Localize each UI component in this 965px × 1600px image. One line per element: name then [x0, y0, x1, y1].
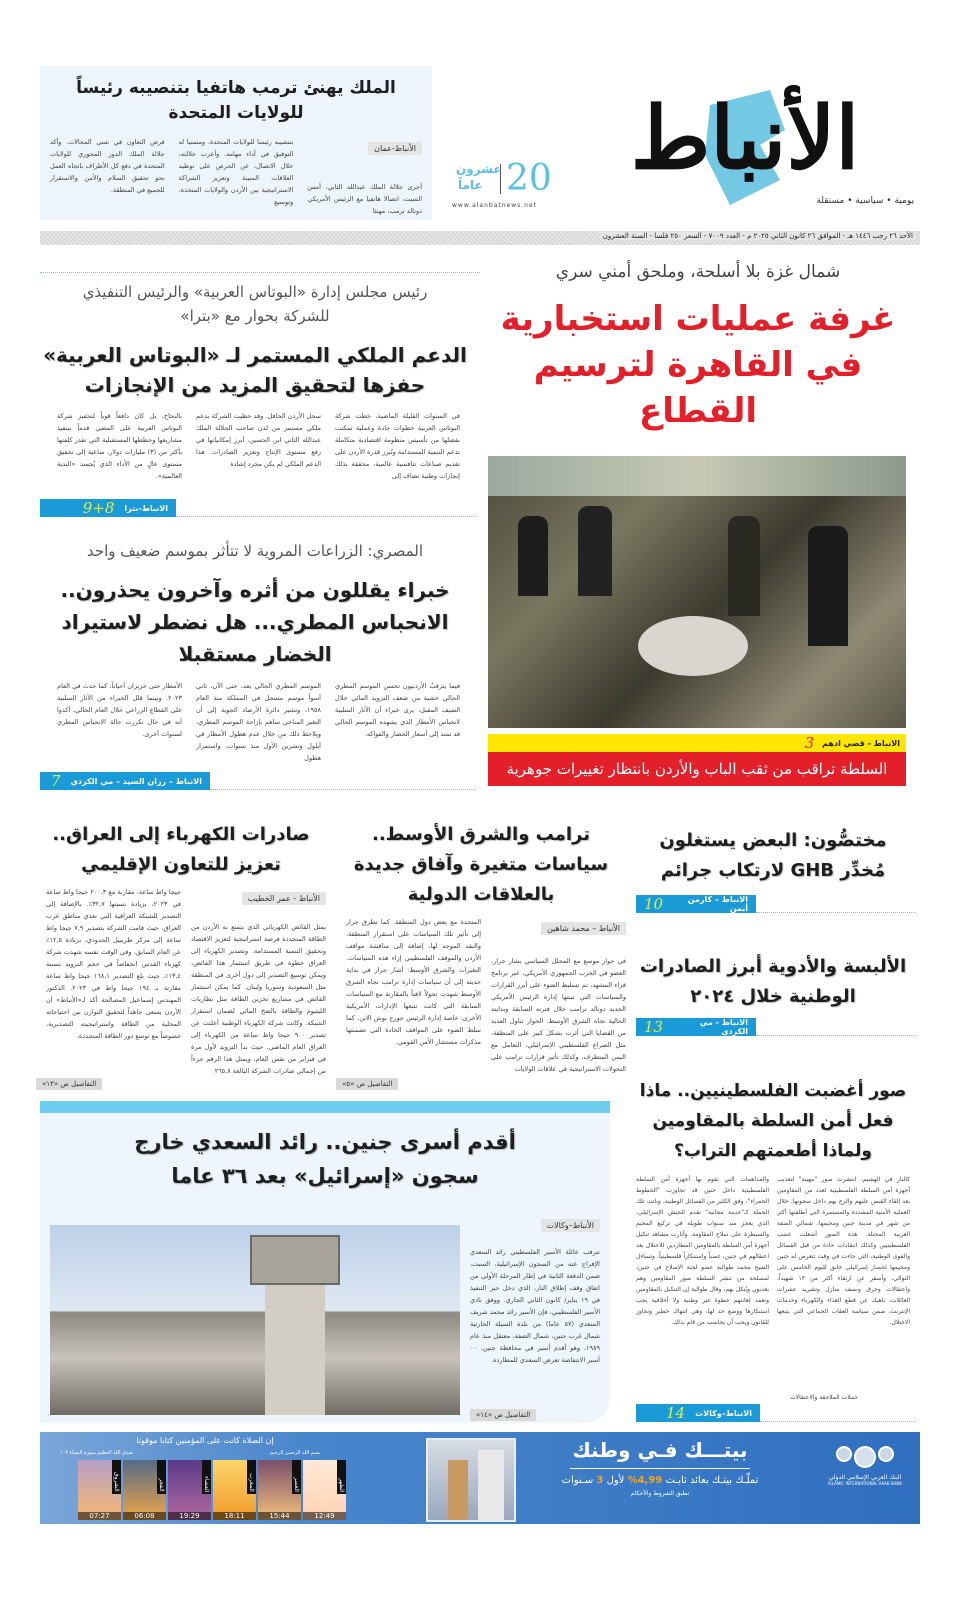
- column-2: بتنصيبه رئيسا للولايات المتحدة، ومتمنيا له التوفيق في أداء مهامه. وأعرب جلالته، خلال الاتصال، عن الحرص على توطيد العلاقات المتينة وتعزيز الشراكة الاستراتيجية بين الأردن والولايات المتحدة، وتوسيع: [178, 138, 294, 206]
- drought-headline: خبراء يقللون من أثره وآخرون يحذرون.. الانحباس المطري... هل نضطر لاستيراد الخضار مستقبلا: [60, 578, 450, 666]
- trump-tag: الأنباط – محمد شاهين: [541, 922, 626, 935]
- potash-column-1: في السنوات القليلة الماضية، خطت شركة البوتاس العربية خطوات جادة وعملية تمكنت بفضلها من تأسيس منظومة اقتصادية متكاملة تدعم التنمية المستدامة وتُبرز قدرة الأردن على تقديم صناعات تنافسية عالمية، محققة بذلك إنجازات وطنية تضاف إلى: [335, 412, 460, 480]
- trump-details-link[interactable]: التفاصيل ص «٥»: [336, 1078, 398, 1090]
- kitchen-image: [426, 1438, 516, 1522]
- side-headline-1: مختصُّون: البعض يستغلون مُخدِّر GHB لارتكاب جرائم: [659, 830, 887, 881]
- prison-photo: [50, 1225, 460, 1415]
- side-story-1[interactable]: [636, 826, 910, 886]
- prisoner-details-link[interactable]: التفاصيل ص «١٤»: [470, 1409, 536, 1421]
- bank-name: البنك العربي الإسلامي الدولي: [828, 1474, 902, 1481]
- prayer-time-1: [258, 1460, 301, 1520]
- lead-byline: الانباط - قصي ادهم: [822, 738, 900, 748]
- electricity-story[interactable]: [36, 820, 326, 1081]
- trump-column-2: المتحدة مع بعض دول المنطقة. كما تطرق جرار إلى تأثير تلك السياسات على استقرار المنطقة، والنقد الموجه لها، إضافة إلى مناقشة مواقف الأردن والموقف الفلسطيني إزاء هذه السياسات. التغيرات والشرق الأوسط: أشار جرار في بداية حديثه إلى أن سياسات إدارة ترامب تجاه الشرق الأوسط شهدت تحولاً لافتاً بالمقارنة مع السياسات السابقة التي كانت تتبعها الإدارات الأمريكية الأخرى، خاصة إدارة الرئيس جورج بوش الابن. كما سلط الضوء على المواقف الحادة التي تضمنتها مذكرات مستشار الأمن القومي.: [346, 918, 481, 1046]
- side-page-2: 13: [644, 1018, 664, 1036]
- bank-ad-headline: بيتـــك فـي وطنك: [572, 1438, 748, 1462]
- prayer-time-0: [303, 1460, 346, 1520]
- trump-headline: ترامب والشرق الأوسط.. سياسات متغيرة وآفاق جديدة بالعلاقات الدولية: [353, 824, 609, 905]
- prayer-time-5: [78, 1460, 121, 1520]
- masthead-logo: [580, 70, 914, 220]
- basmala: بسم الله الرحمن الرحيم: [269, 1450, 320, 1456]
- jenin-byline-bar: [636, 1404, 760, 1422]
- prisoner-band: [40, 1101, 610, 1113]
- prayer-verse: إن الصلاة كانت على المؤمنين كتابا موقوتا: [136, 1436, 274, 1445]
- side-byline-2: الانباط - مي الكردي: [699, 1018, 748, 1036]
- drought-column-2: الموسم المطري الحالي يعد، حتى الآن، ثاني أسوأ موسم مسجل في المملكة منذ العام ١٩٥٨، وتشير دائرة الأرصاد الجوية إلى أن التغير المناخي ساهم بإزاحة الموسم المطري، ويلاحظ ذلك من خلال عدم هطول الأمطار في أيلول وتشرين الأول منذ سنوات، واستمرار هطول: [196, 682, 321, 762]
- prayer-time-4: [123, 1460, 166, 1520]
- offer-prefix: تملّـك بيتـك بعائد ثابـت: [665, 1475, 759, 1486]
- dateline-bar: [40, 231, 920, 245]
- bank-logo: [820, 1446, 910, 1486]
- electricity-column-2: جيجا واط ساعة، مقارنة مع ٢٠٠,٣ جيجا واط ساعة في ٢٠٢٣، بزيادة نسبتها ٣٢,٧٪. بالإضافة إلى التصدير للشبكة العراقية التي تغذي مناطق غرب العراق، حيث قامت الشركة بتصدير ٧,٩ جيجا واط ساعة إلى مركز طريبيل الحدودي، بزيادة ١٢,٥٪ عن العام السابق، وفي الوقت نفسه شهدت شركة كهرباء القدس انخفاضاً في حجم التزويد بنسبة ١٣,٤٪، حيث بلغ التصدير ١٦٨,١ جيجا واط ساعة مقارنة بـ ١٩٤ جيجا واط في ٢٠٢٣. الدكتور المهندس إسماعيل المصالحة أكد لـ«الأنباط» أن الأردن يسعى جاهداً لتحقيق التوازن بين احتياجاته المحلية من الطاقة واستراتيجيته التصديرية، خصوصاً مع توسع دور الطاقة المتجددة.: [46, 888, 181, 1040]
- source-tag: الأنباط-عمان: [368, 142, 422, 155]
- electricity-column-1: يمثل الفائض الكهربائي الذي يتمتع به الأردن من الطاقة المتجددة فرصة استراتيجية لتعزيز الاقتصاد وتحقيق التنمية المستدامة. وتصدير الكهرباء إلى العراق خطوة في طريق استثمار هذا الفائض، ويمكن توسيع التصدير إلى دول أخرى في المنطقة مثل السعودية وسوريا ولبنان. كما يمكن استثمار الفائض في مشاريع تخزين الطاقة مثل بطاريات الليثيوم والطاقة بالضخ المائي لضمان استقرار الشبكة. وكانت شركة الكهرباء الوطنية أعلنت عن تصدير ٩٠٠ جيجا واط ساعة من الكهرباء إلى العراق العام الماضي، حيث بدأ التزويد لأول مرة في فبراير من نفس العام، ويمثل هذا الرقم جزءاً من إجمالي صادرات الشركة البالغة ٢٦٥,٨: [191, 923, 326, 1075]
- lead-photo: [488, 456, 906, 728]
- offer-rate: 4,99%: [627, 1475, 663, 1486]
- lead-story[interactable]: [486, 262, 910, 434]
- offer-years: 3: [596, 1475, 604, 1486]
- side-byline-1: الانباط – كارمن أيمن: [687, 895, 748, 913]
- lead-byline-bar: [488, 734, 906, 752]
- prayer-time-value: 19:29: [168, 1512, 211, 1520]
- prayer-time-value: 15:44: [258, 1512, 301, 1520]
- prayer-time-3: [168, 1460, 211, 1520]
- drought-kicker: المصري: الزراعات المروية لا تتأثر بموسم ضعيف واحد: [86, 542, 424, 560]
- headline: الملك يهنئ ترمب هاتفيا بتنصيبه رئيساً للولايات المتحدة: [76, 78, 396, 123]
- prayer-time-value: 18:11: [213, 1512, 256, 1520]
- top-left-story[interactable]: [40, 66, 432, 220]
- potash-kicker: رئيس مجلس إدارة «البوتاس العربية» والرئيس التنفيذي للشركة بحوار مع «بترا»: [82, 283, 428, 325]
- prayer-time-value: 12:49: [303, 1512, 346, 1520]
- dateline: الأحد ٢٦ رجب ١٤٤٦ هـ - الموافق ٢٦ كانون الثاني ٢٠٢٥ م - العدد ٧٠٠٩ - السعر ٢٥٠ فلسا - السنة العشرون: [600, 232, 916, 240]
- prayer-name: العصر: [292, 1460, 301, 1494]
- prayer-name: المغرب: [247, 1460, 256, 1494]
- prisoner-tag: الأنباط–وكالات: [541, 1219, 600, 1232]
- side-byline-bar-1: [636, 895, 756, 913]
- jenin-footer: حملات الملاحقة والاعتقالات: [790, 1394, 859, 1401]
- prayer-name: الظهر: [337, 1460, 346, 1494]
- bank-name-en: ISLAMIC INTERNATIONAL ARAB BANK: [827, 1481, 902, 1486]
- jenin-headline: صور أغضبت الفلسطينيين.. ماذا فعل أمن السلطة بالمقاومين ولماذا أطعمتهم التراب؟: [639, 1081, 907, 1161]
- offer-suffix: سـنوات: [561, 1475, 594, 1486]
- prisoner-story[interactable]: [40, 1113, 610, 1423]
- lead-page-number: 3: [804, 734, 815, 752]
- drought-story[interactable]: [40, 542, 470, 764]
- side-page-1: 10: [644, 895, 664, 913]
- prayer-name: الشروق: [112, 1460, 121, 1494]
- prayer-time-value: 07:27: [78, 1512, 121, 1520]
- prayer-time-value: 06:08: [123, 1512, 166, 1520]
- secondary-headline[interactable]: السلطة تراقب من ثقب الباب والأردن بانتظار تغييرات جوهرية: [488, 752, 906, 786]
- lead-headline-line1: غرفة عمليات استخبارية: [500, 299, 896, 339]
- anniversary-text-2: عاماً: [458, 178, 483, 192]
- potash-page-number: 9+8: [82, 499, 115, 517]
- drought-column-3: الأمطار حتى حزيران أحياناً، كما حدث في العام ٢٠٢٣. وبينما قلل الخبراء من الآثار السلبية على القطاع الزراعي خلال العام الحالي، أكدوا أنه في حال تكررت حالة الانحباس المطري لسنوات أخرى.: [57, 682, 182, 738]
- side-story-2[interactable]: [636, 952, 910, 1012]
- side-byline-bar-2: [636, 1018, 756, 1036]
- trump-story[interactable]: [336, 820, 626, 1105]
- prayer-name: الفجر: [157, 1460, 166, 1494]
- potash-column-2: سجل الأردن الحافل. وقد حظيت الشركة بدعم ملكي مستمر من لدن صاحب الجلالة الملك عبدالله الثاني ابن الحسين، أبرز إمكانياتها في رفع مستوى الإنتاج وتعزيز الصادرات. هذا الدعم الملكي لم يكن مجرد إشادة: [196, 412, 321, 468]
- prayer-name: العشاء: [202, 1460, 211, 1494]
- prisoner-column: تترقب عائلة الأسير الفلسطيني رائد السعدي الإفراج عنه من السجون الإسرائيلية، السبت، ضمن الدفعة الثانية في إطار المرحلة الأولى من اتفاق وقف إطلاق النار، الذي دخل حيز التنفيذ في ١٩ يناير/ كانون الثاني الجاري. ووفق نادي الأسير الفلسطيني، فإن الأسير رائد محمد شريف السعدي (٥٧ عاما) من بلدة السيلة الحارثية شمال غرب جنين، شمال الضفة، معتقل منذ عام ١٩٨٩، وهو أقدم أسير في محافظة جنين. ٠٠ أسير الانتفاضة تعرض السعدي للمطاردة.: [470, 1248, 600, 1364]
- jenin-photos-story[interactable]: [636, 1076, 910, 1396]
- potash-headline: الدعم الملكي المستمر لـ «البوتاس العربية» حفزها لتحقيق المزيد من الإنجازات: [43, 343, 467, 397]
- prayer-times-ad: [60, 1436, 350, 1522]
- column-3: فرص التعاون في شتى المجالات. وأكد جلالة الملك الدور المحوري للولايات المتحدة في دفع كل الأطراف باتجاه العمل نحو تحقيق السلام والأمن والاستقرار للجميع في المنطقة.: [49, 138, 165, 194]
- jenin-column-1: كالنار في الهشيم، انتشرت صور "مهينة" لتعذيب أجهزة أمن السلطة الفلسطينية لعدد من المقاومين بعد إلقاء القبض عليهم والزج بهم داخل سجونها، خلال العملية الأمنية المشددة والمستمرة التي أطلقتها أكثر من شهر في مدينة جنين ومخيمها، شمالي الضفة الغربية المحتلة. هذه الصور أشعلت غضب الفلسطينيين وكذلك انتقادات حادة من قبل الفصائل والقوى الوطنية، التي جاءت في وقت تتعرض له جنين ومخيمها لحصار إسرائيلي خانق لليوم الخامس على التوالي، وأسفر عن ارتقاء أكثر من ١٣ شهيداً، واعتقالات وحرق ونسف منازل وتشريد عشرات العائلات، ناهيك عن قطع الغذاء والكهرباء وخدمات الإنترنت، ضمن سياسة العقاب الجماعي التي يتبعها الاحتلال.: [777, 1176, 910, 1326]
- potash-byline-bar: [40, 499, 176, 517]
- potash-byline: الانباط-بترا: [124, 503, 168, 513]
- drought-column-1: فيما يترقبُ الأردنيون تحسن الموسم المطري الحالي خشية من ضعف التزويد المائي خلال الصيف المقبل، يرى خبراء أن الآثار السلبية لانحباس الأمطار الذي يشهده الموسم الحالي قد تمتد إلى أسعار الخضار والفواكه.: [335, 682, 460, 738]
- drought-byline: الانباط – رزان السيد – مي الكردي: [70, 776, 202, 786]
- potash-column-3: بالنجاح، بل كان دافعاً قوياً لتحفيز شركة البوتاس العربية على المضي قدماً بتنفيذ مشاريعها وخططها المستقبلية التي تقدر كلفتها بأكثر من (٣) مليارات دولار، ساعية إلى تحقيق مستوى عالٍ من الأداء الذي يُجسد «الندية العالمية».: [57, 412, 182, 480]
- column-1: أجرى جلالة الملك عبدالله الثاني، أمس السبت، اتصالا هاتفيا مع الرئيس الأمريكي دونالد ترمب، مهنئا: [307, 183, 422, 215]
- prisoner-headline: أقدم أسرى جنين.. رائد السعدي خارج سجون «إسرائيل» بعد ٣٦ عاما: [134, 1130, 516, 1188]
- verse-source: صدق الله العظيم سورة النساء ١٠٣: [60, 1450, 133, 1456]
- anniversary-text-1: عشرون: [456, 162, 502, 176]
- anniversary-badge: [448, 158, 558, 218]
- bank-offer-line: [530, 1475, 790, 1486]
- prisoner-text: [470, 1213, 600, 1396]
- prayer-time-2: [213, 1460, 256, 1520]
- prayer-times-strip: [76, 1460, 346, 1520]
- bank-logo-icon: [820, 1446, 910, 1468]
- tagline: يومية • سياسية • مستقلة: [816, 196, 914, 206]
- website: www.alanbatnews.net: [452, 202, 538, 209]
- electricity-tag: الأنباط - عمر الخطيب: [242, 892, 326, 905]
- trump-column-1: في حوار موسع مع المحلل السياسي بشار جرار، العضو في الحزب الجمهوري الأمريكي، عبر برنامج قراء المشهد، تم تسليط الضوء على أبرز القرارات والسياسات التي تبنتها إدارة الرئيس الأمريكي الجديد دونالد ترامب خلال فترته السابقة وبدايته الحالية تجاه الشرق الأوسط. الحوار تناول العديد من القضايا التي أثرت بشكل كبير على المنطقة، مثل الصراع الفلسطيني الإسرائيلي، التعامل مع اليمن المتطرف، وكذلك تأثير قرارات ترامب على التحولات الاستراتيجية في علاقات الولايات: [491, 957, 626, 1073]
- drought-page-number: 7: [51, 772, 61, 790]
- jenin-column-2: والمداهمات التي تقوم بها أجهزة أمن السلطة الفلسطينية داخل جنين قد تجاوزت "الخطوط الحمراء"، وفق الكثير من الفصائل الوطنية، وباتت تلك الحملة كـ"خدمة مجانية" تقدم للجيش الإسرائيلي، الذي يعجز منذ سنوات طويلة في تركيع المخيم والسيطرة على سلاح المقاومة. وأثارت مشاهد تنكيل أجهزة أمن السلطة بالمقاومين المطاردين للاحتلال بعد اعتقالهم في جنين، غضباً واستنكاراً فلسطينياً. وتساءل الشيخ محمد طوالبة عضو لجنة الإصلاح في جنين، لمصلحة من تنشر السلطة صور المقاومين وهم يعذبون ويُنكل بهم، وقال طوالبة إن التنكيل بالمقاومين وتعمد إهانتهم خطوة غير وطنية ولا أخلاقية يجب استنكارها ووضع حد لها، وهي انتهاك خطير وتجاوز للقانون ويجب أن يحاسب من قام بذلك.: [636, 1176, 769, 1326]
- electricity-details-link[interactable]: التفاصيل ص «١٣»: [36, 1078, 102, 1090]
- side-headline-2: الألبسة والأدوية أبرز الصادرات الوطنية خلال ٢٠٢٤: [639, 956, 907, 1007]
- anniversary-number: 20: [506, 158, 552, 199]
- newspaper-title: الأنباط: [630, 88, 860, 189]
- bank-offer: [530, 1438, 790, 1522]
- potash-story[interactable]: [40, 280, 470, 482]
- bank-terms: تطبق الشروط والأحكام: [630, 1490, 690, 1497]
- lead-kicker: شمال غزة بلا أسلحة، وملحق أمني سري: [555, 262, 841, 282]
- lead-headline-line2: في القاهرة لترسيم القطاع: [533, 345, 863, 431]
- jenin-page-number: 14: [666, 1404, 686, 1422]
- offer-mid: لأول: [606, 1475, 625, 1486]
- advert-banner[interactable]: [40, 1432, 920, 1524]
- electricity-headline: صادرات الكهرباء إلى العراق.. تعزيز للتعاون الإقليمي: [52, 824, 310, 875]
- drought-byline-bar: [40, 772, 210, 790]
- jenin-byline: الانباط–وكالات: [695, 1408, 752, 1418]
